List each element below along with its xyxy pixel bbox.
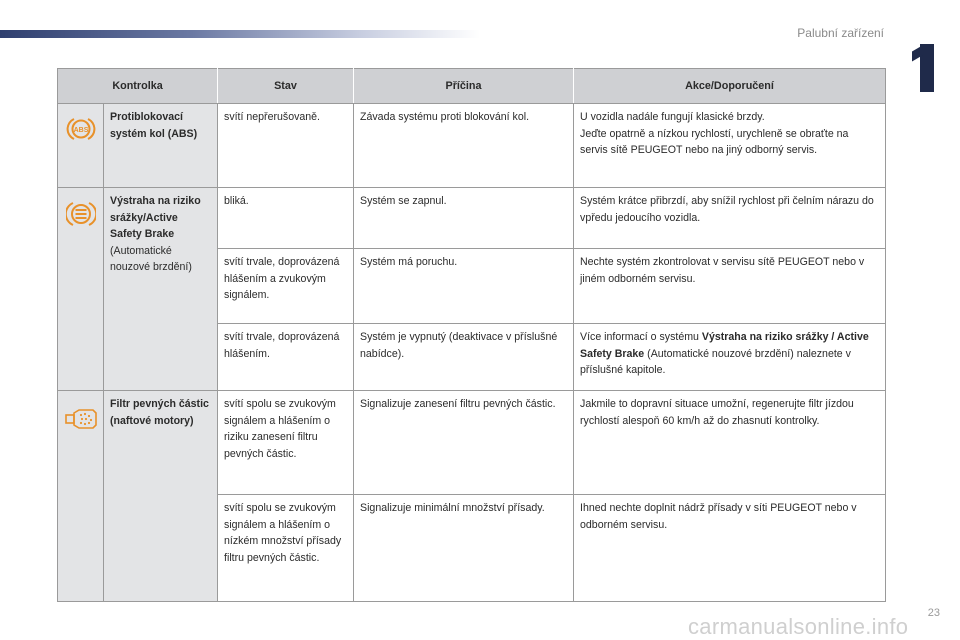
indicator-name: Výstraha na riziko srážky/Active Safety Brake (Automatické nouzové brzdění) (104, 188, 218, 391)
action-cell: Nechte systém zkontrolovat v servisu sítě PEUGEOT nebo v jiném odborném servisu. (574, 249, 886, 324)
svg-text:ABS: ABS (73, 127, 88, 134)
table-row (58, 104, 886, 188)
state-cell: svítí nepřerušovaně. (218, 104, 354, 188)
indicator-icon-cell (58, 104, 104, 188)
table-header-row (58, 69, 886, 104)
cause-cell: Signalizuje zanesení filtru pevných částic. (354, 391, 574, 495)
warning-lights-table (57, 68, 886, 602)
indicator-name: Filtr pevných částic (naftové motory) (104, 391, 218, 602)
header-gradient-bar (0, 30, 480, 38)
column-header-indicator: Kontrolka (58, 69, 218, 104)
cause-cell: Závada systému proti blokování kol. (354, 104, 574, 188)
section-title: Palubní zařízení (797, 26, 884, 40)
state-cell: bliká. (218, 188, 354, 249)
action-cell: Systém krátce přibrzdí, aby snížil rychlost při čelním nárazu do vpředu jedoucího vozidla. (574, 188, 886, 249)
watermark: carmanualsonline.info (688, 614, 909, 639)
state-cell: svítí spolu se zvukovým signálem a hlášením o riziku zanesení filtru pevných částic. (218, 391, 354, 495)
column-header-cause: Příčina (354, 69, 574, 104)
state-cell: svítí trvale, doprovázená hlášením a zvukovým signálem. (218, 249, 354, 324)
table-row (58, 188, 886, 249)
cause-cell: Systém je vypnutý (deaktivace v příslušné nabídce). (354, 324, 574, 391)
column-header-action: Akce/Doporučení (574, 69, 886, 104)
cause-cell: Systém má poruchu. (354, 249, 574, 324)
indicator-icon-cell (58, 391, 104, 602)
page-number: 23 (927, 607, 940, 619)
table-row (58, 391, 886, 495)
action-cell: Jakmile to dopravní situace umožní, regenerujte filtr jízdou rychlostí alespoň 60 km/h až do zhasnutí kontrolky. (574, 391, 886, 495)
indicator-name: Protiblokovací systém kol (ABS) (104, 104, 218, 188)
collision-risk-warning-icon (66, 200, 96, 234)
action-cell: Ihned nechte doplnit nádrž přísady v síti PEUGEOT nebo v odborném servisu. (574, 495, 886, 602)
action-cell: U vozidla nadále fungují klasické brzdy. Jeďte opatrně a nízkou rychlostí, urychleně se obraťte na servis sítě PEUGEOT nebo na jiný odborný servis. (574, 104, 886, 188)
chapter-number-marker (912, 44, 938, 92)
cause-cell: Systém se zapnul. (354, 188, 574, 249)
cause-cell: Signalizuje minimální množství přísady. (354, 495, 574, 602)
particle-filter-warning-icon (65, 409, 97, 435)
state-cell: svítí spolu se zvukovým signálem a hlášením o nízkém množství přísady filtru pevných částic. (218, 495, 354, 602)
indicator-icon-cell (58, 188, 104, 391)
action-cell: Více informací o systému Výstraha na riziko srážky / Active Safety Brake (Automatické nouzové brzdění) naleznete v příslušné kapitole. (574, 324, 886, 391)
abs-warning-icon (66, 116, 96, 148)
state-cell: svítí trvale, doprovázená hlášením. (218, 324, 354, 391)
column-header-state: Stav (218, 69, 354, 104)
